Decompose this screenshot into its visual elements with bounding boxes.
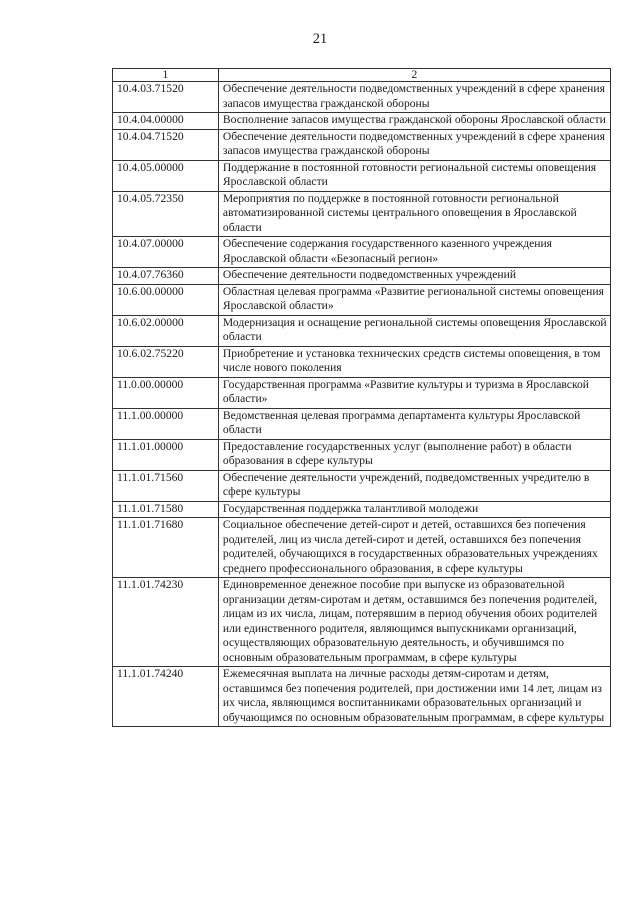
row-code-cell: 11.1.01.00000 bbox=[113, 439, 219, 470]
row-code-cell: 11.1.01.74230 bbox=[113, 578, 219, 667]
row-code-cell: 11.0.00.00000 bbox=[113, 377, 219, 408]
table-row bbox=[113, 439, 611, 470]
row-name-cell: Приобретение и установка технических средств системы оповещения, в том числе нового поколения bbox=[218, 346, 610, 377]
row-name-cell: Обеспечение деятельности подведомственных учреждений в сфере хранения запасов имущества гражданской обороны bbox=[218, 82, 610, 113]
table-row bbox=[113, 408, 611, 439]
row-name-cell: Обеспечение деятельности подведомственных учреждений bbox=[218, 268, 610, 285]
table-row bbox=[113, 377, 611, 408]
column-header-name: 2 bbox=[218, 69, 610, 82]
table-row bbox=[113, 284, 611, 315]
table-row bbox=[113, 470, 611, 501]
row-code-cell: 10.4.03.71520 bbox=[113, 82, 219, 113]
table-row bbox=[113, 113, 611, 130]
table-row bbox=[113, 518, 611, 578]
page-number: 21 bbox=[312, 31, 328, 47]
row-name-cell: Государственная поддержка талантливой молодежи bbox=[218, 501, 610, 518]
row-name-cell: Обеспечение содержания государственного казенного учреждения Ярославской области «Безопасный регион» bbox=[218, 237, 610, 268]
table-row bbox=[113, 191, 611, 237]
row-code-cell: 10.6.02.00000 bbox=[113, 315, 219, 346]
table-row bbox=[113, 501, 611, 518]
row-name-cell: Обеспечение деятельности подведомственных учреждений в сфере хранения запасов имущества гражданской обороны bbox=[218, 129, 610, 160]
row-code-cell: 10.4.05.00000 bbox=[113, 160, 219, 191]
table-row bbox=[113, 667, 611, 727]
row-code-cell: 11.1.01.71580 bbox=[113, 501, 219, 518]
row-code-cell: 10.6.02.75220 bbox=[113, 346, 219, 377]
column-header-code: 1 bbox=[113, 69, 219, 82]
row-name-cell: Мероприятия по поддержке в постоянной готовности региональной автоматизированной системы центрального оповещения в Ярославской области bbox=[218, 191, 610, 237]
row-code-cell: 11.1.01.71680 bbox=[113, 518, 219, 578]
row-name-cell: Единовременное денежное пособие при выпуске из образовательной организации детям-сиротам и детям, оставшимся без попечения родителей, лицам из их числа, лицам, потерявшим в период обучения обоих родителей или единственного родителя, являющимся выпускниками организаций, осуществляющих образовательную деятельность, и обучившимся по основным образовательным программам, в сфере культуры bbox=[218, 578, 610, 667]
row-name-cell: Социальное обеспечение детей-сирот и детей, оставшихся без попечения родителей, лиц из числа детей-сирот и детей, оставшихся без попечения родителей, обучающихся в государственных образовательных учреждениях среднего профессионального образования, в сфере культуры bbox=[218, 518, 610, 578]
table-body bbox=[113, 82, 611, 727]
row-code-cell: 11.1.00.00000 bbox=[113, 408, 219, 439]
table-row bbox=[113, 82, 611, 113]
table-row bbox=[113, 578, 611, 667]
row-name-cell: Государственная программа «Развитие культуры и туризма в Ярославской области» bbox=[218, 377, 610, 408]
row-name-cell: Модернизация и оснащение региональной системы оповещения Ярославской области bbox=[218, 315, 610, 346]
row-name-cell: Областная целевая программа «Развитие региональной системы оповещения Ярославской области» bbox=[218, 284, 610, 315]
row-code-cell: 10.4.04.00000 bbox=[113, 113, 219, 130]
row-name-cell: Поддержание в постоянной готовности региональной системы оповещения Ярославской области bbox=[218, 160, 610, 191]
table-row bbox=[113, 129, 611, 160]
row-code-cell: 10.4.04.71520 bbox=[113, 129, 219, 160]
row-code-cell: 10.4.07.00000 bbox=[113, 237, 219, 268]
row-code-cell: 10.6.00.00000 bbox=[113, 284, 219, 315]
table-row bbox=[113, 315, 611, 346]
budget-code-table bbox=[112, 68, 611, 727]
table-row bbox=[113, 160, 611, 191]
row-name-cell: Обеспечение деятельности учреждений, подведомственных учредителю в сфере культуры bbox=[218, 470, 610, 501]
table-row bbox=[113, 237, 611, 268]
row-name-cell: Ежемесячная выплата на личные расходы детям-сиротам и детям, оставшимся без попечения родителей, при достижении ими 14 лет, лицам из их числа, являющимся воспитанниками образовательных организаций и обучающимся по основным образовательным программам, в сфере культуры bbox=[218, 667, 610, 727]
row-code-cell: 10.4.05.72350 bbox=[113, 191, 219, 237]
table-row bbox=[113, 346, 611, 377]
row-name-cell: Предоставление государственных услуг (выполнение работ) в области образования в сфере культуры bbox=[218, 439, 610, 470]
row-name-cell: Ведомственная целевая программа департамента культуры Ярославской области bbox=[218, 408, 610, 439]
row-code-cell: 10.4.07.76360 bbox=[113, 268, 219, 285]
table-header-row bbox=[113, 69, 611, 82]
row-name-cell: Восполнение запасов имущества гражданской обороны Ярославской области bbox=[218, 113, 610, 130]
row-code-cell: 11.1.01.74240 bbox=[113, 667, 219, 727]
row-code-cell: 11.1.01.71560 bbox=[113, 470, 219, 501]
table-row bbox=[113, 268, 611, 285]
